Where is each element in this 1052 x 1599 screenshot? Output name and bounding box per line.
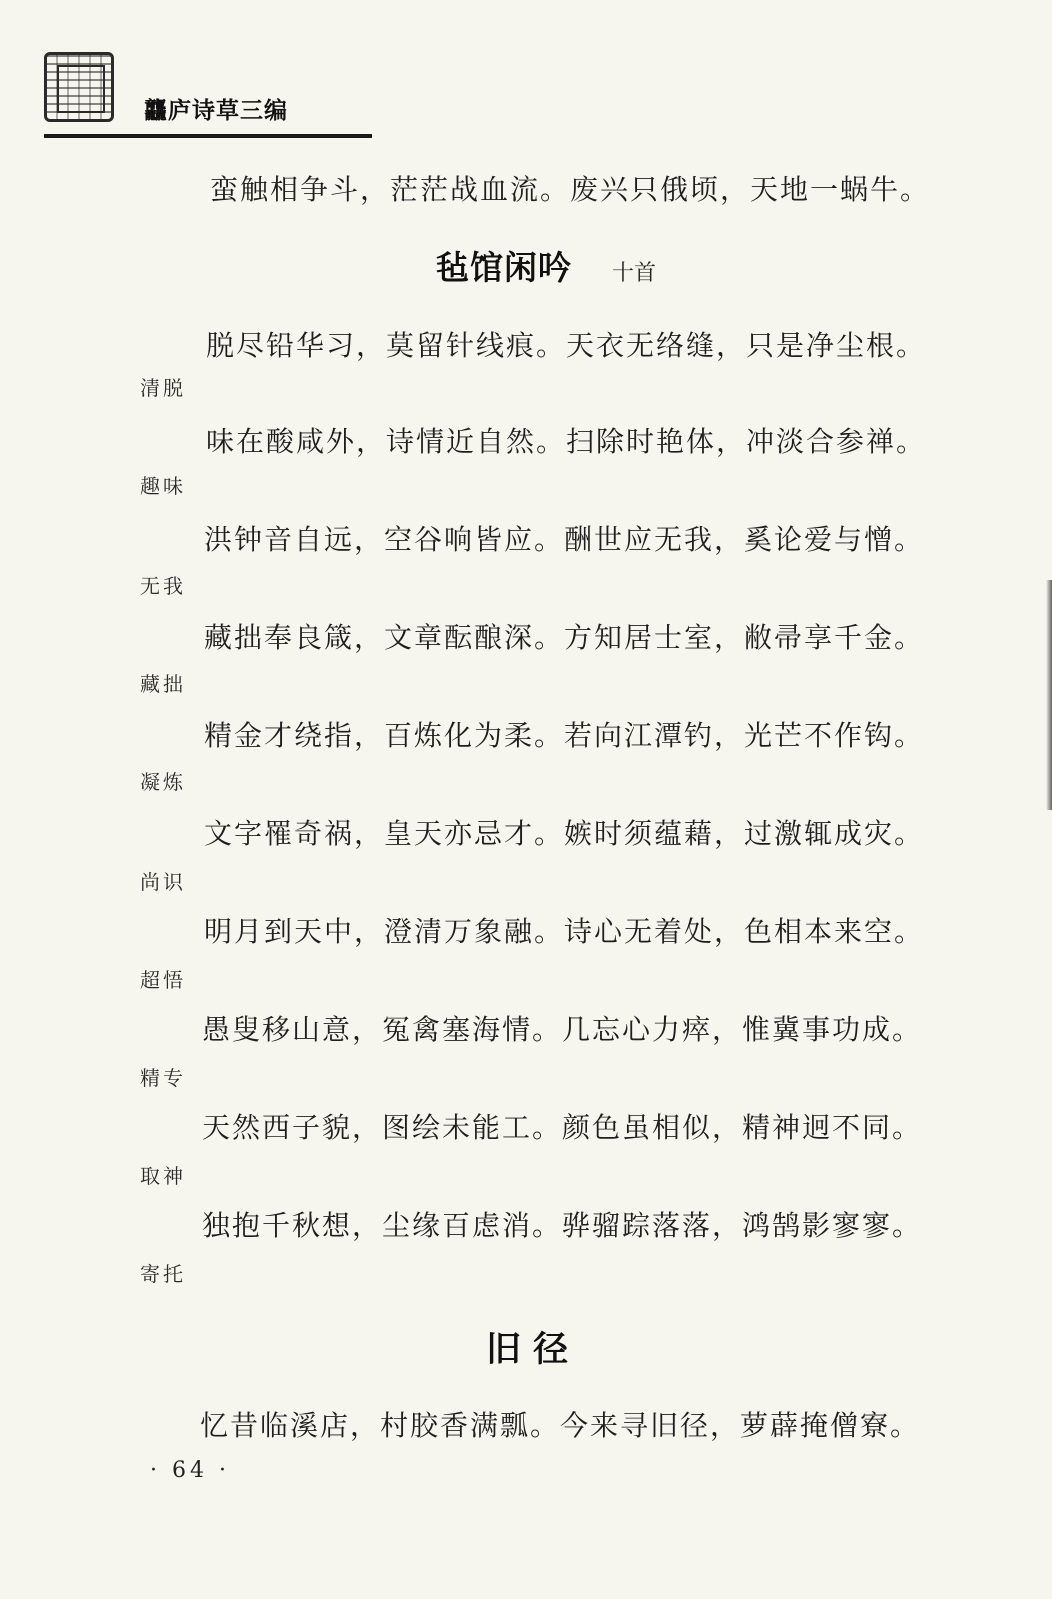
poem-tag: 取神	[140, 1164, 186, 1188]
poem-tag: 趣味	[140, 474, 186, 498]
poem-line: 明月到天中，澄清万象融。诗心无着处，色相本来空。	[204, 915, 925, 948]
poem-line: 文字罹奇祸，皇天亦忌才。嫉时须蕴藉，过激辄成灾。	[204, 817, 925, 850]
poem-tag: 藏拙	[140, 672, 186, 696]
header-rule	[44, 134, 372, 138]
poem-tag: 尚识	[140, 870, 186, 894]
poem-line: 天然西子貌，图绘未能工。颜色虽相似，精神迥不同。	[202, 1111, 923, 1144]
seal-frame	[57, 65, 105, 113]
poem-line: 独抱千秋想，尘缘百虑消。骅骝踪落落，鸿鹄影寥寥。	[202, 1209, 923, 1242]
poem-line: 洪钟音自远，空谷响皆应。酬世应无我，奚论爱与憎。	[204, 523, 925, 556]
poem-line: 忆昔临溪店，村胶香满瓢。今来寻旧径，萝薜掩僧寮。	[200, 1409, 921, 1442]
section-title-2: 旧 径	[486, 1329, 569, 1370]
book-title: 龘庐诗草三编	[144, 98, 288, 124]
poem-line: 藏拙奉良箴，文章酝酿深。方知居士室，敝帚享千金。	[204, 621, 925, 654]
poem-line: 精金才绕指，百炼化为柔。若向江潭钓，光芒不作钩。	[204, 719, 925, 752]
poem-line: 愚叟移山意，冤禽塞海情。几忘心力瘁，惟冀事功成。	[202, 1013, 923, 1046]
poem-tag: 寄托	[140, 1262, 186, 1286]
section-title-note: 十首	[612, 261, 657, 286]
poem-line: 脱尽铅华习，莫留针线痕。天衣无络缝，只是净尘根。	[206, 329, 927, 362]
running-header	[44, 52, 372, 142]
poem-line: 味在酸咸外，诗情近自然。扫除时艳体，冲淡合参禅。	[206, 425, 927, 458]
intro-poem-line: 蛮触相争斗，茫茫战血流。废兴只俄顷，天地一蜗牛。	[210, 173, 931, 206]
poem-tag: 精专	[140, 1066, 186, 1090]
scan-edge-shadow	[1046, 580, 1052, 810]
poem-tag: 无我	[140, 574, 186, 598]
poem-tag: 清脱	[140, 376, 186, 400]
seal-stamp-icon	[44, 52, 114, 122]
poem-tag: 凝炼	[140, 770, 186, 794]
page-number: · 64 ·	[150, 1458, 230, 1483]
poem-tag: 超悟	[140, 968, 186, 992]
section-title: 毡馆闲吟	[436, 248, 572, 287]
